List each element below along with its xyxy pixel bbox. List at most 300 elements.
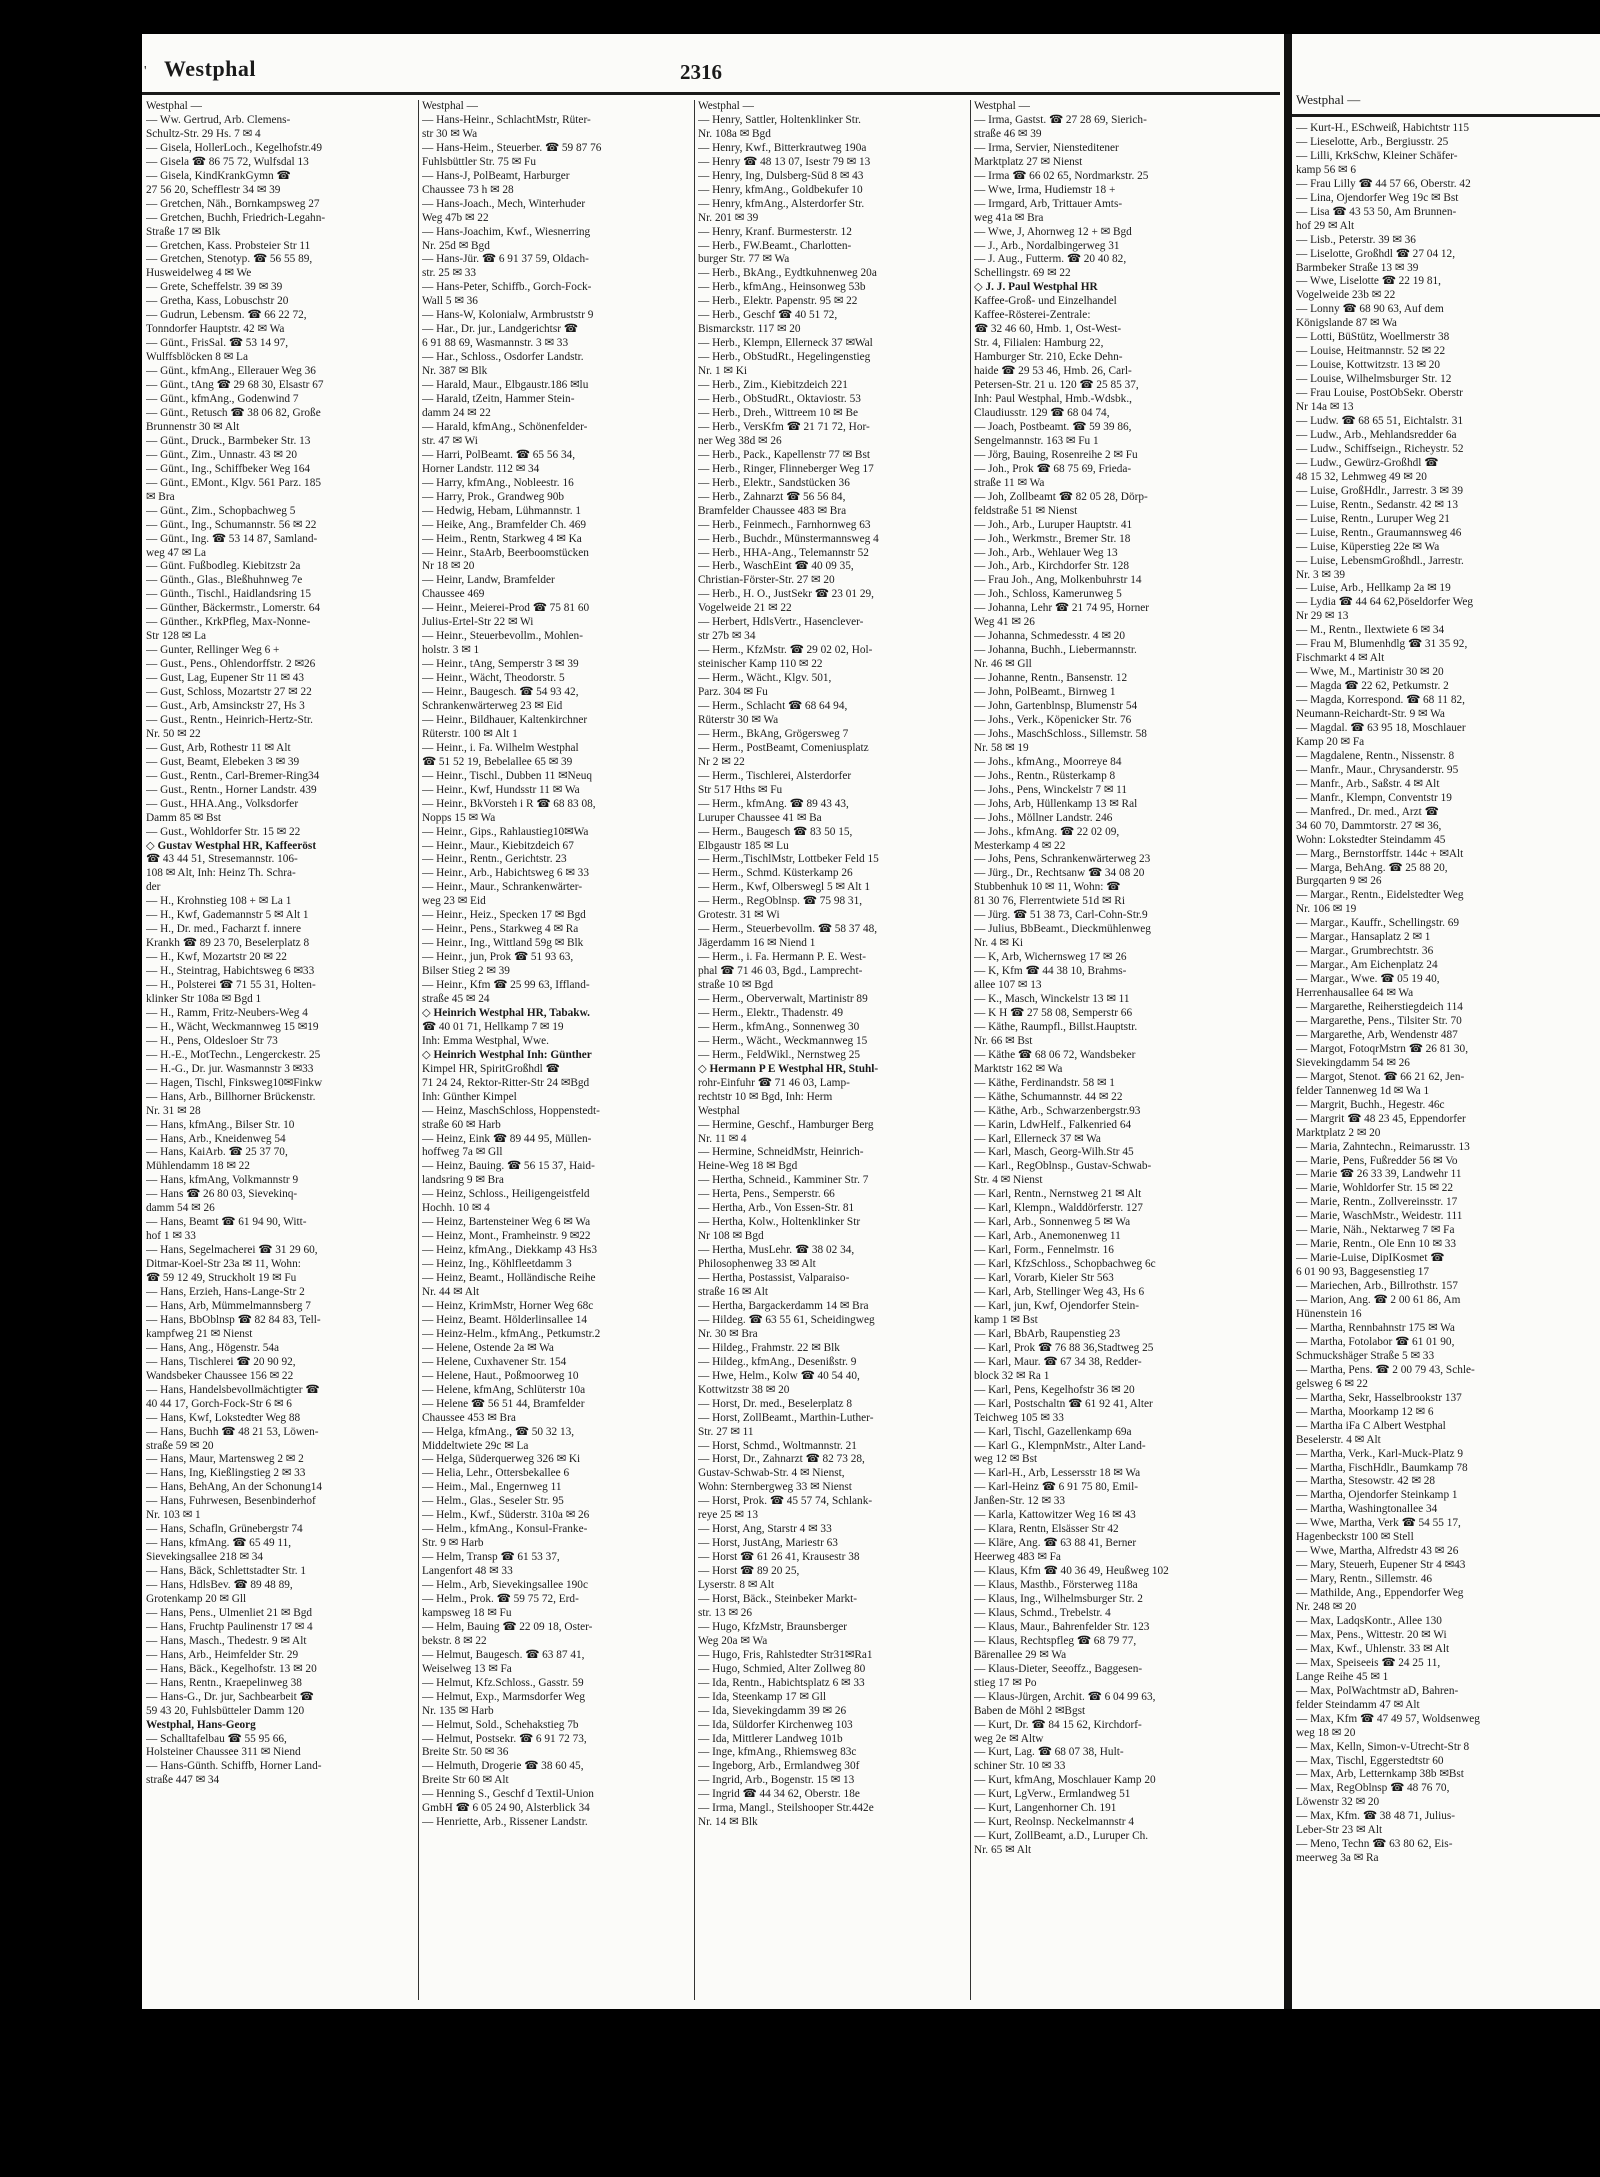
directory-entry-line: — Günt., kfmAng., Godenwind 7: [146, 393, 299, 406]
directory-entry-line: — Hans, Maur, Martensweg 2 ✉ 2: [146, 1453, 304, 1466]
directory-entry-line: feldstraße 51 ✉ Nienst: [974, 504, 1078, 517]
directory-entry-line: — H., Krohnstieg 108 + ✉ La 1: [146, 895, 292, 908]
adjacent-entry-line: — Meno, Techn ☎ 63 80 62, Eis-: [1296, 1838, 1453, 1851]
adjacent-entry-line: — Maria, Zahntechn., Reimarusstr. 13: [1296, 1140, 1470, 1153]
adjacent-entry-line: — Luise, Rentn., Graumannsweg 46: [1296, 526, 1462, 539]
directory-entry-line: Nr 2 ✉ 22: [698, 755, 745, 768]
directory-entry-line: — Karl, KfzSchloss., Schopbachweg 6c: [974, 1258, 1156, 1271]
adjacent-entry-line: — Margar., Grumbrechtstr. 36: [1296, 945, 1434, 958]
adjacent-entry-line: — Magdalene, Rentn., Nissenstr. 8: [1296, 749, 1455, 762]
adjacent-entry-line: — Max, Kelln, Simon-v-Utrecht-Str 8: [1296, 1740, 1470, 1753]
directory-entry-line: weg 47 ✉ La: [146, 546, 206, 559]
directory-entry-line: — Günt., EMont., Klgv. 561 Parz. 185: [146, 476, 321, 489]
directory-entry-line: — Herm., Wächt., Klgv. 501,: [698, 672, 832, 685]
directory-entry-line: stieg 17 ✉ Po: [974, 1676, 1037, 1689]
adjacent-entry-line: kamp 56 ✉ 6: [1296, 163, 1356, 176]
directory-entry-line: — Ida, Süldorfer Kirchenweg 103: [698, 1718, 853, 1731]
directory-entry-line: — Günther., KrkPfleg, Max-Nonne-: [146, 616, 311, 629]
directory-entry-line: — Helene, Cuxhavener Str. 154: [422, 1355, 567, 1368]
directory-entry-line: damm 24 ✉ 22: [422, 406, 491, 419]
directory-entry-line: Schultz-Str. 29 Hs. 7 ✉ 4: [146, 127, 261, 140]
adjacent-entry-line: — Martha, Rennbahnstr 175 ✉ Wa: [1296, 1321, 1455, 1334]
adjacent-entry-line: — Ludw., Schiffseign., Richeystr. 52: [1296, 442, 1464, 455]
adjacent-entry-line: felder Tannenweg 1d ✉ Wa 1: [1296, 1084, 1430, 1097]
directory-entry-line: Krankh ☎ 89 23 70, Beselerplatz 8: [146, 937, 310, 950]
directory-entry-line: str 30 ✉ Wa: [422, 127, 478, 140]
directory-entry-line: — Herb., Elektr. Papenstr. 95 ✉ 22: [698, 295, 858, 308]
directory-entry-line: — Herb., Buchdr., Münstermannsweg 4: [698, 532, 879, 545]
directory-entry-line: — Horst, Dr. med., Beselerplatz 8: [698, 1397, 853, 1410]
directory-entry-line: — Karl-Heinz ☎ 6 91 75 80, Emil-: [974, 1481, 1139, 1494]
directory-entry-line: Nr 108 ✉ Bgd: [698, 1230, 764, 1243]
directory-entry-line: — John, PolBeamt., Birnweg 1: [974, 686, 1116, 699]
directory-entry-line: — Hans-G., Dr. jur, Sachbearbeit ☎: [146, 1690, 314, 1703]
adjacent-entry-line: — Martha, Pens. ☎ 2 00 79 43, Schle-: [1296, 1363, 1475, 1376]
directory-entry-line: — Hildeg., kfmAng., Desenißstr. 9: [698, 1355, 857, 1368]
directory-entry-line: — Gust., Rentn., Horner Landstr. 439: [146, 783, 317, 796]
directory-entry-line: Parz. 304 ✉ Fu: [698, 686, 768, 699]
directory-entry-line: — Helmut, Sold., Schehakstieg 7b: [422, 1718, 579, 1731]
directory-entry-line: Grotestr. 31 ✉ Wi: [698, 909, 780, 922]
directory-entry-line: Brunnenstr 30 ✉ Alt: [146, 420, 240, 433]
directory-entry-line: — Herm., Baugesch ☎ 83 50 15,: [698, 825, 853, 838]
directory-entry-line: — Klaus, Ing., Wilhelmsburger Str. 2: [974, 1592, 1143, 1605]
directory-entry-line: — Herb., H. O., JustSekr ☎ 23 01 29,: [698, 588, 874, 601]
directory-entry-line: — Heinr., Maur., Kiebitzdeich 67: [422, 839, 574, 852]
directory-entry-line: — Günt. Fußbodleg. Kiebitzstr 2a: [146, 560, 301, 573]
directory-entry-line: — Heinz, Bauing. ☎ 56 15 37, Haid-: [422, 1160, 595, 1173]
directory-entry-line: hof 1 ✉ 33: [146, 1230, 196, 1243]
directory-entry-line: holstr. 3 ✉ 1: [422, 644, 480, 657]
adjacent-entry-line: — Lisa ☎ 43 53 50, Am Brunnen-: [1296, 205, 1457, 218]
adjacent-entry-line: — Martha, Stesowstr. 42 ✉ 28: [1296, 1475, 1436, 1488]
adjacent-entry-line: Nr. 106 ✉ 19: [1296, 903, 1357, 916]
directory-entry-line: Westphal —: [146, 100, 202, 112]
page-number: 2316: [680, 60, 722, 84]
directory-entry-line: — Heinr., Bildhauer, Kaltenkirchner: [422, 713, 588, 726]
directory-entry-line: — Horst, Schmd., Woltmannstr. 21: [698, 1439, 857, 1452]
directory-entry-line: — Heinz-Helm., kfmAng., Petkumstr.2: [422, 1327, 601, 1340]
directory-entry-line: — Kurt, Dr. ☎ 84 15 62, Kirchdorf-: [974, 1718, 1142, 1731]
adjacent-entry-line: — Max, Kfm. ☎ 38 48 71, Julius-: [1296, 1810, 1456, 1823]
adjacent-entry-line: — Louise, Heitmannstr. 52 ✉ 22: [1296, 345, 1446, 358]
adjacent-entry-line: — Luise, Rentn., Sedanstr. 42 ✉ 13: [1296, 498, 1458, 511]
directory-entry-line: Horner Landstr. 112 ✉ 34: [422, 462, 540, 475]
adjacent-entry-line: — Louise, Wilhelmsburger Str. 12: [1296, 373, 1452, 386]
directory-entry-line: — Karl, Pens, Kegelhofstr 36 ✉ 20: [974, 1383, 1135, 1396]
adjacent-entry-line: — Max, Pens., Wittestr. 20 ✉ Wi: [1296, 1628, 1447, 1641]
directory-entry-line: — Ingrid, Arb., Bogenstr. 15 ✉ 13: [698, 1774, 855, 1787]
directory-entry-line: — Heinz, Eink ☎ 89 44 95, Müllen-: [422, 1132, 592, 1145]
adjacent-entry-line: — Marie-Luise, DipIKosmet ☎: [1296, 1252, 1445, 1265]
directory-entry-line: — Heim., Mal., Engernweg 11: [422, 1481, 562, 1494]
directory-entry-line: Husweidelweg 4 ✉ We: [146, 267, 252, 280]
directory-entry-line: — Hans, Rentn., Kraepelinweg 38: [146, 1676, 302, 1689]
directory-entry-line: Inh: Emma Westphal, Wwe.: [422, 1034, 549, 1047]
directory-entry-line: — Heinz, Beamt., Holländische Reihe: [422, 1272, 596, 1285]
directory-entry-line: — Günt., Ing., Schiffbeker Weg 164: [146, 462, 311, 475]
directory-entry-line: — Herb., Ringer, Flinneberger Weg 17: [698, 462, 874, 475]
directory-entry-line: — Klara, Rentn, Elsässer Str 42: [974, 1523, 1119, 1536]
directory-entry-line: — Herb., VersKfm ☎ 21 71 72, Hor-: [698, 420, 870, 433]
directory-entry-line: Mühlendamm 18 ✉ 22: [146, 1160, 250, 1173]
adjacent-entry-line: — Margarethe, Pens., Tilsiter Str. 70: [1296, 1015, 1462, 1027]
directory-entry-line: — Harald, Maur., Elbgaustr.186 ✉lu: [422, 379, 589, 392]
directory-entry-line: — Henry, kfmAng., Alsterdorfer Str.: [698, 197, 865, 210]
directory-entry-line: — Karl, Arb., Anemonenweg 11: [974, 1230, 1121, 1243]
directory-entry-line: — Heinr., Gips., Rahlaustieg10✉Wa: [422, 825, 589, 838]
directory-entry-line: — Herb., Dreh., Wittreem 10 ✉ Be: [698, 406, 859, 419]
adjacent-entry-line: — Margot, Stenot. ☎ 66 21 62, Jen-: [1296, 1070, 1465, 1083]
directory-entry-line: — Herb., Klempn, Ellerneck 37 ✉Wal: [698, 337, 873, 350]
directory-entry-line: Nr 18 ✉ 20: [422, 560, 475, 573]
directory-entry-line: — Horst, JustAng, Mariestr 63: [698, 1537, 838, 1550]
directory-entry-line: — Herb., Zim., Kiebitzdeich 221: [698, 379, 848, 392]
directory-entry-line: — Heinr., Ing., Wittland 59g ✉ Blk: [422, 937, 584, 950]
directory-entry-line: Nr. 30 ✉ Bra: [698, 1327, 758, 1340]
directory-entry-line: Langenfort 48 ✉ 33: [422, 1565, 513, 1578]
adjacent-entry-line: Sievekingdamm 54 ✉ 26: [1296, 1056, 1410, 1069]
adjacent-entry-line: — Manfr., Maur., Chrysanderstr. 95: [1296, 763, 1459, 776]
adjacent-entry-line: — Marion, Ang. ☎ 2 00 61 86, Am: [1296, 1294, 1461, 1307]
directory-entry-line: — Henning S., Geschf d Textil-Union: [422, 1788, 594, 1801]
directory-entry-line: — Herm., i. Fa. Hermann P. E. West-: [698, 951, 866, 964]
directory-entry-line: Kimpel HR, SpiritGroßhdl ☎: [422, 1062, 560, 1075]
adjacent-entry-line: — Max, Speiseeis ☎ 24 25 11,: [1296, 1656, 1441, 1669]
directory-entry-line: Nr. 4 ✉ Ki: [974, 937, 1024, 950]
directory-entry-line: GmbH ☎ 6 05 24 90, Alsterblick 34: [422, 1802, 590, 1815]
directory-entry-line: 59 43 20, Fuhlsbütteler Damm 120: [146, 1704, 305, 1717]
directory-entry-line: — Henry, kfmAng., Goldbekufer 10: [698, 183, 863, 196]
directory-entry-line: — Heinz, Beamt. Hölderlinsallee 14: [422, 1313, 588, 1326]
directory-entry-line: 6 91 88 69, Wasmannstr. 3 ✉ 33: [422, 337, 569, 350]
directory-entry-line: weg 12 ✉ Bst: [974, 1453, 1038, 1466]
directory-entry-line: Marktplatz 27 ✉ Nienst: [974, 155, 1083, 168]
page-gutter: [1284, 34, 1292, 2009]
directory-entry-line: — Hans-W, Kolonialw, Armbruststr 9: [422, 309, 594, 322]
directory-entry-line: der: [146, 881, 161, 894]
directory-entry-line: — Hans, kfmAng., Bilser Str. 10: [146, 1118, 295, 1131]
adjacent-entry-line: — Margar., Kauffr., Schellingstr. 69: [1296, 917, 1460, 930]
directory-entry-line: Nr. 46 ✉ Gll: [974, 658, 1032, 671]
directory-entry-line: — Herb., WaschEint ☎ 40 09 35,: [698, 560, 854, 573]
directory-entry-line: — Grete, Scheffelstr. 39 ✉ 39: [146, 281, 283, 294]
directory-entry-line: Straße 17 ✉ Blk: [146, 225, 221, 238]
directory-entry-line: Schrankenwärterweg 23 ✉ Eid: [422, 699, 563, 712]
adjacent-entry-line: — Magda ☎ 22 62, Petkumstr. 2: [1296, 680, 1449, 693]
directory-entry-line: Nr. 11 ✉ 4: [698, 1132, 747, 1145]
directory-entry-line: — Hans, Arb., Billhorner Brückenstr.: [146, 1090, 316, 1103]
directory-entry-line: Fuhlsbüttler Str. 75 ✉ Fu: [422, 155, 536, 168]
directory-entry-line: — Hans ☎ 26 80 03, Sievekinq-: [146, 1188, 298, 1201]
directory-entry-line: — H., Dr. med., Facharzt f. innere: [146, 923, 301, 936]
adjacent-entry-line: — Wwe, M., Martinistr 30 ✉ 20: [1296, 666, 1444, 679]
directory-entry-line: burger Str. 77 ✉ Wa: [698, 253, 790, 266]
adjacent-entry-line: gelsweg 6 ✉ 22: [1296, 1377, 1368, 1390]
directory-entry-line: block 32 ✉ Ra 1: [974, 1369, 1050, 1382]
directory-entry-line: — Hans, Pens., Ulmenliet 21 ✉ Bgd: [146, 1606, 313, 1619]
directory-entry-line: — Helm, Bauing ☎ 22 09 18, Oster-: [422, 1620, 593, 1633]
directory-entry-line: — Hans-Heim., Steuerber. ☎ 59 87 76: [422, 141, 602, 154]
directory-entry-line: — Klaus-Dieter, Seeoffz., Baggesen-: [974, 1662, 1143, 1675]
directory-entry-line: Lyserstr. 8 ✉ Alt: [698, 1579, 774, 1592]
directory-entry-line: — H., Wächt, Weckmannweg 15 ✉19: [146, 1020, 319, 1033]
directory-entry-line: Weg 20a ✉ Wa: [698, 1634, 768, 1647]
directory-entry-line: — Karl-H., Arb, Lessersstr 18 ✉ Wa: [974, 1467, 1141, 1480]
directory-entry-line: — Helmut, Kfz.Schloss., Gasstr. 59: [422, 1676, 584, 1689]
directory-entry-line: — Heinz, Bartensteiner Weg 6 ✉ Wa: [422, 1216, 591, 1229]
directory-entry-line: — Herb., Geschf ☎ 40 51 72,: [698, 309, 838, 322]
directory-entry-line: Marktstr 162 ✉ Wa: [974, 1062, 1063, 1075]
directory-entry-line: Ditmar-Koel-Str 23a ✉ 11, Wohn:: [146, 1258, 301, 1271]
directory-entry-line: — Johs., Pens, Winckelstr 7 ✉ 11: [974, 783, 1128, 796]
directory-entry-line: — Hans, Fruchtp Paulinenstr 17 ✉ 4: [146, 1620, 313, 1633]
directory-entry-line: — Ida, Sievekingdamm 39 ✉ 26: [698, 1704, 847, 1717]
directory-entry-line: kamp 1 ✉ Bst: [974, 1313, 1038, 1326]
directory-entry-line: kampsweg 18 ✉ Fu: [422, 1606, 512, 1619]
directory-entry-line: Nr. 44 ✉ Alt: [422, 1286, 480, 1299]
directory-entry-line: Schellingstr. 69 ✉ 22: [974, 267, 1071, 280]
directory-entry-line: — Hermine, Geschf., Hamburger Berg: [698, 1118, 874, 1131]
directory-column-3: [698, 100, 966, 2000]
directory-entry-line: — Joach, Postbeamt. ☎ 59 39 86,: [974, 420, 1132, 433]
adjacent-entry-line: — Luise, GroßHdlr., Jarrestr. 3 ✉ 39: [1296, 484, 1463, 497]
directory-entry-line: Str 517 Hths ✉ Fu: [698, 783, 783, 796]
directory-entry-line: — Hans, HdlsBev. ☎ 89 48 89,: [146, 1579, 293, 1592]
adjacent-entry-line: — Kurt-H., ESchweiß, Habichtstr 115: [1296, 122, 1470, 134]
directory-entry-line: — Henriette, Arb., Rissener Landstr.: [422, 1816, 588, 1829]
directory-entry-line: Julius-Ertel-Str 22 ✉ Wi: [422, 616, 534, 629]
directory-entry-line: Nr. 135 ✉ Harb: [422, 1704, 494, 1717]
directory-entry-line: — Heinz, Ing., Köhlfleetdamm 3: [422, 1258, 572, 1271]
adjacent-entry-line: Nr 14a ✉ 13: [1296, 401, 1354, 414]
column-divider: [970, 100, 971, 2000]
directory-entry-line: — Gretchen, Kass. Probsteier Str 11: [146, 239, 311, 252]
directory-entry-line: — Gust., Pens., Ohlendorffstr. 2 ✉26: [146, 658, 316, 671]
directory-entry-line: kampfweg 21 ✉ Nienst: [146, 1327, 253, 1340]
directory-entry-line: — Günt., Zim., Unnastr. 43 ✉ 20: [146, 448, 297, 461]
directory-entry-line: Nr. 103 ✉ 1: [146, 1509, 201, 1522]
directory-entry-line: Hamburger Str. 210, Ecke Dehn-: [974, 351, 1123, 364]
directory-entry-line: — Käthe ☎ 68 06 72, Wandsbeker: [974, 1048, 1136, 1061]
directory-entry-line: ◇ Hermann P E Westphal HR, Stuhl-: [698, 1062, 879, 1075]
directory-entry-line: — K, Kfm ☎ 44 38 10, Brahms-: [974, 965, 1127, 978]
directory-entry-line: — Henry, Kranf. Burmesterstr. 12: [698, 225, 852, 238]
directory-entry-line: — Helia, Lehr., Ottersbekallee 6: [422, 1467, 570, 1480]
directory-entry-line: Heerweg 483 ✉ Fa: [974, 1551, 1061, 1564]
directory-entry-line: — H.-G., Dr. jur. Wasmannstr 3 ✉33: [146, 1062, 314, 1075]
directory-entry-line: — Irma, Servier, Niensteditener: [974, 141, 1119, 154]
directory-entry-line: Wandsbeker Chaussee 156 ✉ 22: [146, 1369, 294, 1382]
directory-entry-line: — Heinr., Wächt, Theodorstr. 5: [422, 672, 565, 685]
directory-entry-line: — Heinz, Schloss., Heiligengeistfeld: [422, 1188, 590, 1201]
directory-entry-line: Inh: Paul Westphal, Hmb.-Wdsbk.,: [974, 393, 1132, 406]
directory-entry-line: weg 41a ✉ Bra: [974, 211, 1044, 224]
directory-entry-line: — Joh, Zollbeamt ☎ 82 05 28, Dörp-: [974, 490, 1148, 503]
directory-entry-line: — Herm., kfmAng., Sonnenweg 30: [698, 1020, 860, 1033]
adjacent-entry-line: — Martha, Moorkamp 12 ✉ 6: [1296, 1405, 1434, 1418]
directory-entry-line: Holsteiner Chaussee 311 ✉ Niend: [146, 1746, 301, 1759]
adjacent-entry-line: — Max, PolWachtmstr aD, Bahren-: [1296, 1684, 1459, 1697]
directory-entry-line: — Klaus, Maur., Bahrenfelder Str. 123: [974, 1620, 1150, 1633]
directory-entry-line: — Ingrid ☎ 44 34 62, Oberstr. 18e: [698, 1788, 860, 1801]
directory-entry-line: — Günt., Retusch ☎ 38 06 82, Große: [146, 406, 321, 419]
directory-entry-line: hoffweg 7a ✉ Gll: [422, 1146, 503, 1159]
adjacent-entry-line: — Liselotte, Großhdl ☎ 27 04 12,: [1296, 247, 1456, 260]
adjacent-entry-line: Nr 29 ✉ 13: [1296, 610, 1349, 623]
directory-entry-line: Claudiusstr. 129 ☎ 68 04 74,: [974, 406, 1110, 419]
directory-entry-line: — Hugo, KfzMstr, Braunsberger: [698, 1620, 847, 1633]
directory-entry-line: — Heinr., Steuerbevollm., Mohlen-: [422, 630, 583, 643]
adjacent-entry-line: — Martha, Fotolabor ☎ 61 01 90,: [1296, 1335, 1455, 1348]
directory-entry-line: — Harry, kfmAng., Nobleestr. 16: [422, 476, 574, 489]
directory-entry-line: — Herb., Elektr., Sandstücken 36: [698, 476, 850, 489]
directory-entry-line: Nr. 58 ✉ 19: [974, 741, 1029, 754]
directory-entry-line: — Hans, BbOblnsp ☎ 82 84 83, Tell-: [146, 1313, 321, 1326]
directory-entry-line: — Karl, Vorarb, Kieler Str 563: [974, 1272, 1114, 1285]
directory-entry-line: klinker Str 108a ✉ Bgd 1: [146, 993, 262, 1005]
directory-entry-line: Chaussee 73 h ✉ 28: [422, 183, 514, 196]
directory-entry-line: — Helm., Glas., Seseler Str. 95: [422, 1495, 564, 1508]
directory-entry-line: — Hertha, Kolw., Holtenklinker Str: [698, 1216, 861, 1229]
adjacent-column: [1296, 122, 1596, 2002]
directory-entry-line: — Günth., Tischl., Haidlandsring 15: [146, 588, 312, 601]
directory-entry-line: — Harald, tZeitn, Hammer Stein-: [422, 393, 575, 406]
directory-entry-line: straße 447 ✉ 34: [146, 1774, 220, 1787]
adjacent-entry-line: felder Steindamm 47 ✉ Alt: [1296, 1698, 1420, 1711]
directory-entry-line: — Hildeg. ☎ 63 55 61, Scheidingweg: [698, 1313, 875, 1326]
directory-entry-line: — Henry, Ing, Dulsberg-Süd 8 ✉ 43: [698, 169, 864, 182]
directory-entry-line: — Karl, Postschaltn ☎ 61 92 41, Alter: [974, 1397, 1153, 1410]
directory-entry-line: — Heinr., StaArb, Beerboomstücken: [422, 546, 589, 559]
adjacent-entry-line: — Margarethe, Arb, Wendenstr 487: [1296, 1028, 1458, 1041]
directory-entry-line: — Johanna, Buchh., Liebermannstr.: [974, 644, 1137, 657]
directory-entry-line: ☎ 43 44 51, Stresemannstr. 106-: [146, 853, 298, 866]
directory-entry-line: Kaffee-Groß- und Einzelhandel: [974, 295, 1117, 308]
directory-entry-line: — Helmut, Exp., Marmsdorfer Weg: [422, 1690, 585, 1703]
directory-entry-line: steinischer Kamp 110 ✉ 22: [698, 658, 823, 671]
directory-entry-line: — Kurt, Lag. ☎ 68 07 38, Hult-: [974, 1746, 1124, 1759]
directory-entry-line: haide ☎ 29 53 46, Hmb. 26, Carl-: [974, 365, 1132, 378]
directory-entry-line: Str. 27 ✉ 11: [698, 1425, 754, 1438]
adjacent-entry-line: — Margar., Wwe. ☎ 05 19 40,: [1296, 973, 1440, 986]
directory-entry-line: allee 107 ✉ 13: [974, 979, 1042, 992]
directory-entry-line: — Hans, Masch., Thedestr. 9 ✉ Alt: [146, 1634, 307, 1647]
adjacent-entry-line: Marktplatz 2 ✉ 20: [1296, 1126, 1381, 1139]
adjacent-entry-line: Hagenbeckstr 100 ✉ Stell: [1296, 1531, 1414, 1544]
directory-entry-line: — Günt., Ing. ☎ 53 14 87, Samland-: [146, 532, 318, 545]
directory-entry-line: — Herb., Pack., Kapellenstr 77 ✉ Bst: [698, 448, 870, 461]
directory-entry-line: — Jörg, Bauing, Rosenreihe 2 ✉ Fu: [974, 448, 1138, 461]
directory-entry-line: Petersen-Str. 21 u. 120 ☎ 25 85 37,: [974, 379, 1139, 392]
directory-entry-line: — Jürg., Dr., Rechtsanw ☎ 34 08 20: [974, 867, 1145, 880]
directory-entry-line: — Ida, Mittlerer Landweg 101b: [698, 1732, 843, 1745]
directory-entry-line: — Heike, Ang., Bramfelder Ch. 469: [422, 518, 587, 531]
directory-entry-line: — Hans-J, PolBeamt, Harburger: [422, 169, 570, 182]
directory-entry-line: — Herb., Zahnarzt ☎ 56 56 84,: [698, 490, 846, 503]
directory-entry-line: Kaffee-Rösterei-Zentrale:: [974, 309, 1091, 322]
directory-entry-line: — Hedwig, Hebam, Lühmannstr. 1: [422, 504, 582, 517]
directory-entry-line: — Gunter, Rellinger Weg 6 +: [146, 644, 280, 657]
directory-entry-line: weg 23 ✉ Eid: [422, 895, 486, 908]
directory-entry-line: — Julius, BbBeamt., Dieckmühlenweg: [974, 923, 1151, 936]
directory-entry-line: Nr. 50 ✉ 22: [146, 727, 201, 740]
directory-entry-line: — Gisela ☎ 86 75 72, Wulfsdal 13: [146, 155, 309, 168]
adjacent-entry-line: — Marga, BehAng. ☎ 25 88 20,: [1296, 861, 1448, 874]
directory-entry-line: — Ida, Rentn., Habichtsplatz 6 ✉ 33: [698, 1676, 865, 1689]
directory-entry-line: Bramfelder Chaussee 483 ✉ Bra: [698, 504, 847, 517]
directory-entry-line: schiner Str. 10 ✉ 33: [974, 1760, 1066, 1773]
directory-entry-line: — Hugo, Fris, Rahlstedter Str31✉Ra1: [698, 1648, 873, 1661]
directory-entry-line: Nr. 66 ✉ Bst: [974, 1034, 1033, 1047]
directory-entry-line: — Herm., Steuerbevollm. ☎ 58 37 48,: [698, 923, 878, 936]
adjacent-entry-line: — Ludw., Gewürz-Großhdl ☎: [1296, 456, 1439, 469]
directory-entry-line: — Johs., kfmAng., Moorreye 84: [974, 755, 1122, 768]
adjacent-entry-line: Fischmarkt 4 ✉ Alt: [1296, 652, 1385, 665]
directory-entry-line: — Günt., Ing., Schumannstr. 56 ✉ 22: [146, 518, 317, 531]
adjacent-entry-line: Barmbeker Straße 13 ✉ 39: [1296, 261, 1419, 274]
directory-entry-line: Wohn: Sternbergweg 33 ✉ Nienst: [698, 1481, 852, 1494]
directory-entry-line: — Käthe, Ferdinandstr. 58 ✉ 1: [974, 1076, 1115, 1089]
adjacent-entry-line: — Mary, Rentn., Sillemstr. 46: [1296, 1573, 1433, 1586]
directory-entry-line: ✉ Bra: [146, 490, 175, 503]
directory-entry-line: ☎ 59 12 49, Struckholt 19 ✉ Fu: [146, 1272, 297, 1285]
adjacent-entry-line: — Margar., Hansaplatz 2 ✉ 1: [1296, 931, 1431, 944]
directory-entry-line: — Hugo, Schmied, Alter Zollweg 80: [698, 1662, 866, 1675]
directory-entry-line: straße 16 ✉ Alt: [698, 1286, 769, 1299]
adjacent-entry-line: — Marg., Bernstorffstr. 144c + ✉Alt: [1296, 847, 1464, 860]
directory-entry-line: Str. 4, Filialen: Hamburg 22,: [974, 337, 1104, 350]
directory-entry-line: — Kurt, Reolnsp. Neckelmannstr 4: [974, 1816, 1135, 1829]
adjacent-entry-line: — Frau Lilly ☎ 44 57 66, Oberstr. 42: [1296, 177, 1471, 190]
directory-entry-line: — Horst, Bäck., Steinbeker Markt-: [698, 1592, 858, 1605]
adjacent-entry-line: — Martha iFa C Albert Westphal: [1296, 1419, 1446, 1432]
directory-entry-line: rohr-Einfuhr ☎ 71 46 03, Lamp-: [698, 1076, 850, 1089]
directory-entry-line: — K, Arb, Wichernsweg 17 ✉ 26: [974, 951, 1127, 964]
directory-entry-line: Damm 85 ✉ Bst: [146, 811, 222, 824]
directory-entry-line: — Johs, Pens, Schrankenwärterweg 23: [974, 853, 1151, 866]
directory-entry-line: — Herb., Feinmech., Farnhornweg 63: [698, 518, 871, 531]
directory-entry-line: — Hans, Beamt ☎ 61 94 90, Witt-: [146, 1216, 307, 1229]
directory-entry-line: — Karl, Arb, Stellinger Weg 43, Hs 6: [974, 1286, 1145, 1299]
adjacent-entry-line: Neumann-Reichardt-Str. 9 ✉ Wa: [1296, 708, 1445, 721]
directory-entry-line: — Hans-Günth. Schiffb, Horner Land-: [146, 1760, 322, 1773]
directory-entry-line: — Gudrun, Lebensm. ☎ 66 22 72,: [146, 309, 307, 322]
directory-entry-line: — Heinz, KrimMstr, Horner Weg 68c: [422, 1299, 594, 1312]
directory-entry-line: — Hans-Jür. ☎ 6 91 37 59, Oldach-: [422, 253, 589, 266]
directory-entry-line: — Heinr., Pens., Starkweg 4 ✉ Ra: [422, 923, 579, 936]
adjacent-entry-line: — Martha, Ojendorfer Steinkamp 1: [1296, 1489, 1458, 1502]
adjacent-entry-line: — Wwe, Liselotte ☎ 22 19 81,: [1296, 275, 1442, 288]
directory-entry-line: ◇ Gustav Westphal HR, Kaffeeröst: [146, 839, 317, 852]
directory-entry-line: — Harri, PolBeamt. ☎ 65 56 34,: [422, 448, 576, 461]
directory-entry-line: Bismarckstr. 117 ✉ 20: [698, 323, 801, 336]
adjacent-entry-line: — Lonny ☎ 68 90 63, Auf dem: [1296, 303, 1444, 316]
directory-entry-line: Nr. 108a ✉ Bgd: [698, 127, 771, 140]
directory-entry-line: — Hans, Fuhrwesen, Besenbinderhof: [146, 1495, 316, 1508]
adjacent-entry-line: — Ludw., Arb., Mehlandsredder 6a: [1296, 428, 1457, 441]
adjacent-entry-line: Wohn: Lokstedter Steindamm 45: [1296, 833, 1446, 846]
directory-entry-line: — Johs., kfmAng. ☎ 22 02 09,: [974, 825, 1120, 838]
directory-entry-line: — Karl, Tischl, Gazellenkamp 69a: [974, 1425, 1132, 1438]
adjacent-entry-line: — Wwe, Martha, Verk ☎ 54 55 17,: [1296, 1517, 1461, 1530]
directory-entry-line: — Hertha, Arb., Von Essen-Str. 81: [698, 1202, 855, 1215]
directory-entry-line: straße 11 ✉ Wa: [974, 476, 1045, 489]
directory-entry-line: — Hans, Ang., Högenstr. 54a: [146, 1341, 280, 1354]
directory-entry-line: — Herm., RegOblnsp. ☎ 75 98 31,: [698, 895, 863, 908]
directory-entry-line: — J., Arb., Nordalbingerweg 31: [974, 239, 1120, 252]
directory-entry-line: — Hans, Arb, Mümmelmannsberg 7: [146, 1299, 311, 1312]
